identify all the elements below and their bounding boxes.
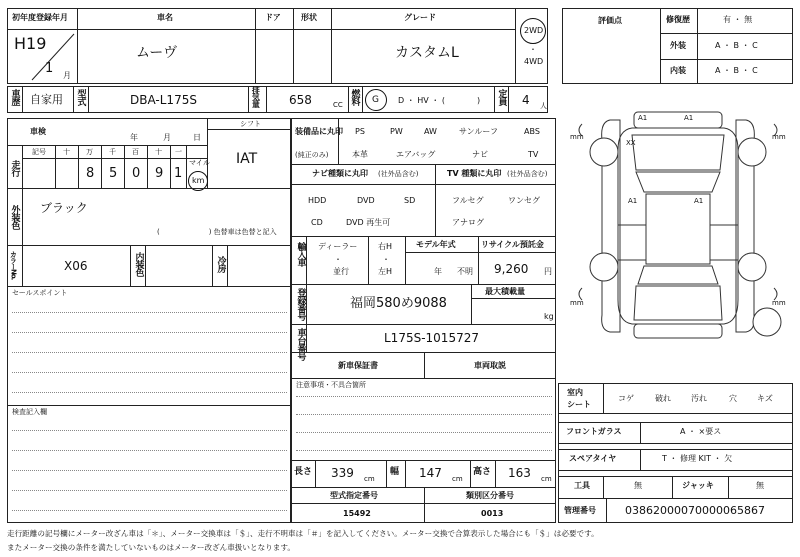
designation-value: 15492 [343,509,371,518]
inspection-day: 日 [193,133,201,142]
equipment-sublabel: (純正のみ) [295,151,329,159]
new-car-warranty: 新車保証書 [338,361,378,370]
height-cm: cm [541,475,552,483]
shift-value: IAT [236,151,258,167]
width-cm: cm [452,475,463,483]
recycle-value: 9,260 [494,262,529,276]
shift-label: シフト [240,120,261,128]
mileage-digit-3: 0 [132,166,141,181]
max-load-kg: kg [544,312,554,321]
management-label: 管理番号 [564,506,596,515]
sheet-yogore: 汚れ [691,394,707,403]
inspection-label: 車検 [30,127,46,136]
diagram-mm-1: mm [570,133,584,141]
middle-block [291,118,556,523]
mileage-digit-1: 8 [86,166,95,181]
tools-value: 無 [634,481,642,490]
km-label: km [192,176,205,185]
color-code-label: カラーNo. [9,251,18,280]
diagram-xx: XX [626,139,636,147]
navi-cd: CD [311,218,323,227]
navi-sd: SD [404,196,416,205]
shape-label: 形状 [301,13,317,22]
management-value: 03862000070000065867 [625,504,765,517]
tv-label: TV 種類に丸印 [447,169,502,178]
fuel-g: G [372,95,379,105]
class-label: 類別区分番号 [466,491,514,500]
vehicle-manual: 車両取説 [474,361,506,370]
navi-hdd: HDD [308,196,327,205]
grade-label: グレード [404,13,436,22]
car-name-label: 車名 [157,13,173,22]
car-name-value: ムーヴ [136,45,178,61]
color-change-note: ( ) 色替車は色替と記入 [157,228,277,236]
import-right: 右H [378,242,393,251]
door-label: ドア [265,13,281,22]
unit-man: 万 [86,148,93,156]
mileage-digit-5: 1 [174,166,183,181]
interior-label: 内装 [670,66,686,75]
equip-leather: 本革 [352,150,368,159]
fuel-label: 燃料 [349,89,360,105]
windshield-value: A ・ ×要ス [680,427,722,436]
color-label: 外装色 [9,205,20,229]
import-dealer: ディーラー [318,242,358,251]
tv-sub: (社外品含む) [507,170,548,178]
car-damage-diagram [562,100,794,350]
jack-value: 無 [756,481,764,490]
sales-point-label: セールスポイント [12,289,68,297]
footnote-line-2: またメーター交換の条件を満たしていないものはメーター改ざん車扱いとなります。 [7,543,295,552]
model-year-label: モデル年式 [416,240,456,249]
unit-juman: 十 [63,148,70,156]
diagram-mm-2: mm [772,133,786,141]
diagram-a1-front: A1 [638,114,648,122]
sheet-yabure: 破れ [655,394,671,403]
import-parallel: 並行 [333,267,349,276]
repair-value: 有 ・ 無 [723,15,753,24]
tv-oneseg: ワンセグ [508,196,540,205]
inspection-notes-label: 検査記入欄 [12,408,47,416]
inspection-year: 年 [130,133,138,142]
spare-tire-label: スペアタイヤ [569,454,617,463]
unit-sen: 千 [109,148,116,156]
displacement-label: 排気量 [251,86,261,107]
sheet-koge: コゲ [618,394,634,403]
sheet-kizu: キズ [757,394,773,403]
left-middle-block [7,118,291,523]
length-value: 339 [331,466,354,480]
width-label: 幅 [390,467,400,477]
model-year-unknown: 不明 [457,267,473,276]
chassis-label: 車台番号 [295,328,306,360]
era-value: H19 [14,34,47,53]
height-value: 163 [508,466,531,480]
tools-label: 工具 [574,481,590,490]
import-dot-2: ・ [382,255,390,264]
fuel-options: D ・ HV ・ ( ) [398,96,481,105]
import-left: 左H [378,267,393,276]
diagram-a1-right: A1 [694,197,704,205]
sheet-ana: 穴 [729,394,737,403]
unit-hyaku: 百 [132,148,139,156]
recycle-yen: 円 [544,267,552,276]
interior-value: A ・ B ・ C [715,66,758,75]
equip-navi: ナビ [472,150,488,159]
equip-aw: AW [424,127,437,136]
equip-airbag: エアバッグ [396,150,436,159]
repair-label: 修復歴 [666,15,690,24]
first-reg-label: 初年度登録年月 [12,13,68,22]
month-value: 1 [45,61,54,76]
navi-dvd: DVD [357,196,375,205]
equip-tv: TV [528,150,539,159]
tv-fullseg: フルセグ [452,196,484,205]
designation-label: 型式指定番号 [330,491,378,500]
jack-label: ジャッキ [682,481,714,490]
navi-label: ナビ種類に丸印 [312,169,368,178]
registration-label: 登録番号 [295,288,306,320]
cooler-label: 冷房 [215,256,226,272]
diagram-mm-3: mm [570,299,584,307]
cc-unit: CC [333,101,343,109]
diagram-mm-4: mm [772,299,786,307]
mileage-digit-4: 9 [155,166,164,181]
interior-color-label: 内装色 [133,252,144,276]
month-unit: 月 [63,71,71,80]
recycle-label: リサイクル預託金 [481,240,544,249]
model-label: 型式 [75,89,86,105]
import-dot-1: ・ [334,255,342,264]
capacity-value: 4 [522,93,530,107]
import-label: 輸入車 [295,242,306,266]
capacity-label: 定員 [496,89,507,105]
registration-value: 福岡580め9088 [350,296,447,311]
navi-dvd-play: DVD 再生可 [346,218,391,227]
color-code-value: X06 [64,259,88,273]
drive-4wd: 4WD [524,57,544,66]
drive-dot: ・ [529,45,537,54]
exterior-label: 外装 [670,41,686,50]
interior-sheet-label-2: シート [567,400,591,409]
model-year-unit: 年 [434,267,442,276]
usage-value: 自家用 [30,93,63,106]
equip-pw: PW [390,127,403,136]
color-value: ブラック [40,201,88,215]
grade-value: カスタムL [395,45,459,61]
score-label: 評価点 [598,16,622,25]
width-value: 147 [419,466,442,480]
right-lower-block [558,383,793,523]
drive-2wd: 2WD [524,26,544,35]
max-load-label: 最大積載量 [485,287,525,296]
exterior-value: A ・ B ・ C [715,41,758,50]
model-value: DBA-L175S [130,93,197,107]
usage-label: 車歴 [9,89,20,105]
diagram-a1-left: A1 [628,197,638,205]
inspection-month: 月 [163,133,171,142]
displacement-value: 658 [289,93,312,107]
equip-ps: PS [355,127,365,136]
chassis-value: L175S-1015727 [384,331,479,345]
spare-tire-value: T ・ 修理 KIT ・ 欠 [662,454,733,463]
diagram-a1-front-right: A1 [684,114,694,122]
mileage-label: 走行 [9,160,20,176]
height-label: 高さ [473,467,492,477]
mile-label: マイル [189,159,210,167]
navi-sub: (社外品含む) [378,170,419,178]
unit-ichi: 一 [175,148,182,156]
mileage-digit-2: 5 [109,166,118,181]
length-cm: cm [364,475,375,483]
unit-ju: 十 [155,148,162,156]
tv-analog: アナログ [452,218,484,227]
equipment-label: 装備品に丸印 [295,127,343,136]
equip-sunroof: サンルーフ [459,127,498,136]
interior-sheet-label-1: 室内 [567,388,583,397]
mileage-sign-label: 記号 [32,148,46,156]
length-label: 長さ [294,467,313,477]
windshield-label: フロントガラス [566,427,622,436]
capacity-unit: 人 [540,102,547,110]
class-value: 0013 [481,509,504,518]
footnote-line-1: 走行距離の記号欄にメーター改ざん車は「＊」、メーター交換車は「＄」、走行不明車は「＃」を記入してください。メーター交換で合算表示した場合にも「＄」は必要です。 [7,529,599,538]
equip-abs: ABS [524,127,540,136]
notes-label: 注意事項・不具合箇所 [296,381,366,389]
